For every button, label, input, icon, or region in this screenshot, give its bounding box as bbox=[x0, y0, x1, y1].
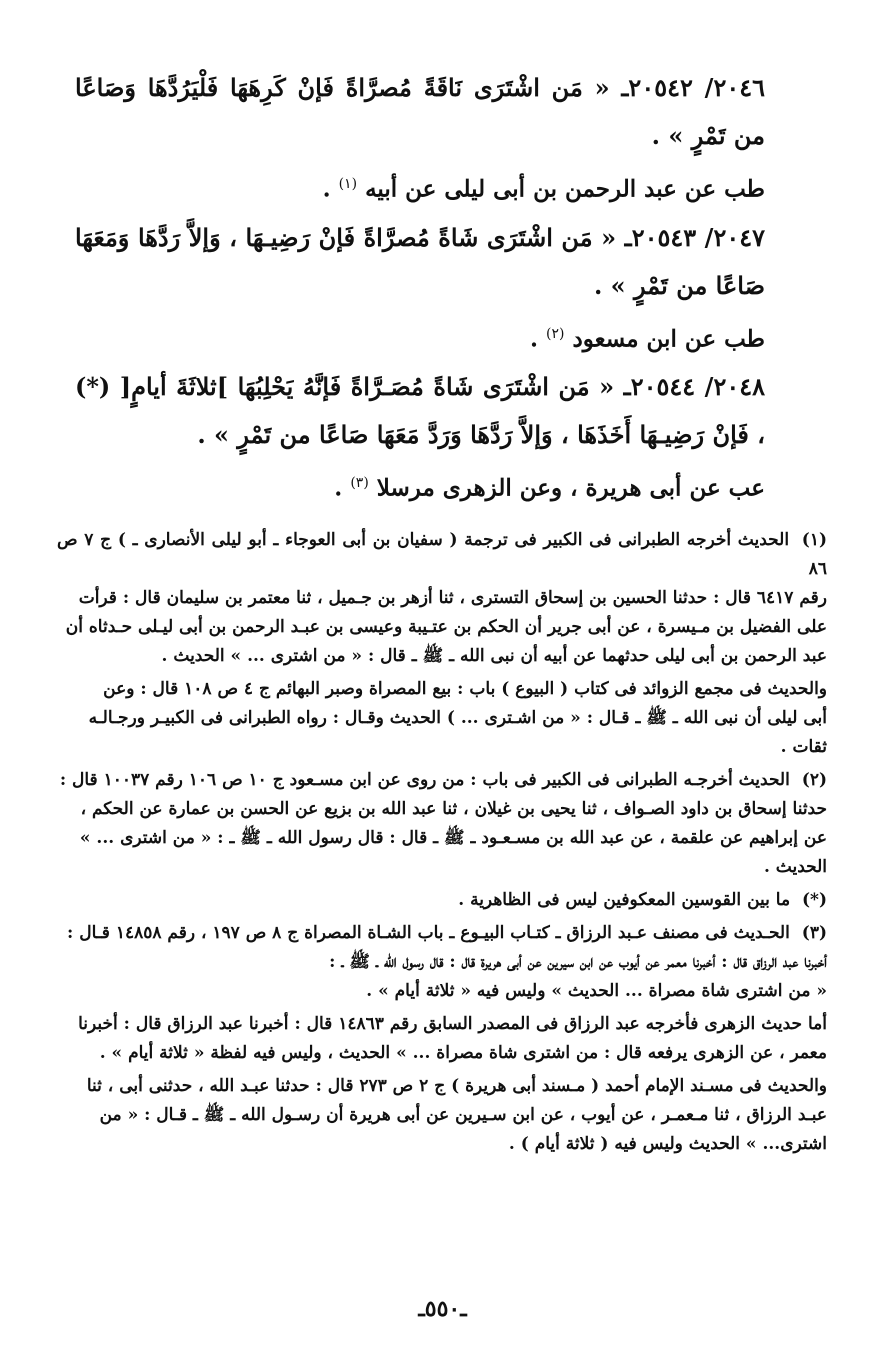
footnote bbox=[57, 766, 827, 882]
footnote-paragraph bbox=[57, 1072, 827, 1159]
footnote-number: (٣) bbox=[801, 923, 827, 943]
footnote-line: والحديث فى مسـند الإمام أحمد ( مـسند أبى هريرة ) ج ٢ ص ٢٧٣ قال : حدثنا عبـد الله ، حدثنى أبى ، ثنا bbox=[86, 1076, 827, 1096]
source-text: طب عن عبد الرحمن بن أبى ليلى عن أبيه bbox=[365, 175, 765, 203]
footnote-paragraph bbox=[57, 1010, 827, 1068]
source-end: . bbox=[322, 175, 339, 203]
page-number: ـ٥٥٠ـ bbox=[418, 1296, 467, 1322]
footnote-line: عن إبراهيم عن علقمة ، عن عبد الله بن مسـعـود ـ ﷺ ـ قال : قال رسول الله ـ ﷺ ـ : « من اشترى ... » bbox=[79, 828, 827, 848]
source-end: . bbox=[334, 474, 351, 502]
hadith-text: ٢٠٤٦/ ٢٠٥٤٢ـ « مَن اشْتَرَى نَاقَةً مُصرَّاةً فَإنْ كَرِهَهَا فَلْيَرُدَّهَا وَصَاعًا من تَمْرٍ » . bbox=[75, 73, 765, 150]
footnote-line: معمر ، عن الزهرى يرفعه قال : من اشترى شاة مصراة ... » الحديث ، وليس فيه لفظة « ثلاثة أيام » . bbox=[99, 1043, 827, 1063]
footnote-line: أما حديث الزهرى فأخرجه عبد الرزاق فى المصدر السابق رقم ١٤٨٦٣ قال : أخبرنا عبد الرزاق قال : أخبرنا bbox=[78, 1014, 827, 1034]
footnote-line: حدثنا إسحاق بن داود الصـواف ، ثنا يحيى بن غيلان ، ثنا عبد الله بن بزيع عن الحسن بن عمارة عن الحكم ، bbox=[80, 799, 827, 819]
footnote-line: ما بين القوسين المعكوفين ليس فى الظاهرية . bbox=[458, 890, 791, 910]
footnote-line: ثقات . bbox=[780, 737, 827, 757]
footnote-line: الحديث أخرجه الطبرانى فى الكبير فى ترجمة ( سفيان بن أبى العوجاء ـ أبو ليلى الأنصارى ـ ) ج ٧ ص ٨٦ bbox=[57, 530, 827, 579]
footnote-paragraph bbox=[57, 675, 827, 762]
hadith-text: ٢٠٤٨/ ٢٠٥٤٤ـ « مَن اشْتَرَى شَاةً مُصَـرَّاةً فَإنَّهُ يَحْلِبُهَا ]ثلاثَةَ أيامٍ[ (*) ، فَإنْ رَضِيـهَا أَخَذَهَا ، وَإلاَّ رَدَّهَا وَرَدَّ مَعَهَا صَاعًا من تَمْرٍ » . bbox=[75, 372, 766, 450]
footnote-line: الحديث . bbox=[763, 857, 827, 877]
footnote bbox=[57, 886, 827, 915]
footnote-number: (٢) bbox=[801, 770, 827, 790]
footnotes-section bbox=[57, 526, 827, 1163]
footnote-line: أخبرنا عبد الرزاق قال : أخبرنا معمر عن أيوب عن ابن سيرين عن أبى هريرة قال : قال رسول الله ـ ﷺ ـ : bbox=[329, 952, 827, 972]
footnote-number: (١) bbox=[801, 530, 827, 550]
footnote-line: رقم ٦٤١٧ قال : حدثنا الحسين بن إسحاق التسترى ، ثنا أزهر بن جـميل ، ثنا معتمر بن سليمان قال : قرأت bbox=[78, 588, 827, 608]
source-end: . bbox=[529, 325, 546, 353]
footnote bbox=[57, 526, 827, 671]
hadith-text: ٢٠٤٧/ ٢٠٥٤٣ـ « مَن اشْتَرَى شَاةً مُصرَّاةً فَإنْ رَضِيـهَا ، وَإلاَّ رَدَّهَا وَمَعَهَا صَاعًا من تَمْرٍ » . bbox=[75, 222, 766, 300]
footnote-line: « من اشترى شاة مصراة ... الحديث » وليس فيه « ثلاثة أيام » . bbox=[366, 981, 827, 1001]
source-text: عب عن أبى هريرة ، وعن الزهرى مرسلا bbox=[376, 474, 765, 502]
footnote-line: اشترى... » الحديث وليس فيه ( ثلاثة أيام ) . bbox=[508, 1134, 827, 1154]
footnote-number: (*) bbox=[802, 890, 827, 910]
footnote-ref[interactable]: (٣) bbox=[350, 475, 369, 492]
source-text: طب عن ابن مسعود bbox=[572, 325, 765, 353]
footnote-line: عبد الرحمن بن أبى ليلى حدثهما عن أبيه أن نبى الله ـ ﷺ ـ قال : « من اشترى ... » الحديث . bbox=[161, 646, 827, 666]
hadith-source bbox=[75, 459, 765, 513]
footnote-ref[interactable]: (٢) bbox=[546, 325, 565, 342]
footnote-line: أبى ليلى أن نبى الله ـ ﷺ ـ قـال : « من اشـترى ... ) الحديث وقـال : رواه الطبرانى فى الكبيـر ورجـالـه bbox=[88, 708, 827, 728]
hadith-source bbox=[75, 310, 765, 364]
footnote-line: الحديث أخرجـه الطبرانى فى الكبير فى باب : من روى عن ابن مسـعود ج ١٠ ص ١٠٦ رقم ١٠٠٣٧ قال : bbox=[59, 770, 790, 790]
footnote-ref[interactable]: (١) bbox=[338, 176, 358, 192]
footnote-line: الحـديث فى مصنف عـبد الرزاق ـ كتـاب البيـوع ـ باب الشـاة المصراة ج ٨ ص ١٩٧ ، رقم ١٤٨٥٨ قـال : bbox=[67, 923, 790, 943]
footnote bbox=[57, 919, 827, 1006]
hadith-entries bbox=[75, 64, 765, 513]
footnote-line: والحديث فى مجمع الزوائد فى كتاب ( البيوع ) باب : بيع المصراة وصبر البهائم ج ٤ ص ١٠٨ قال : وعن bbox=[103, 679, 827, 699]
hadith-source bbox=[75, 160, 765, 214]
footnote-line: عبـد الرزاق ، ثنا مـعمـر ، عن أيوب ، عن ابن سـيرين عن أبى هريرة أن رسـول الله ـ ﷺ ـ قـال : « من bbox=[99, 1105, 827, 1125]
footnote-line: على الفضيل بن مـيسرة ، عن أبى جرير أن الحكم بن عتـيبة وعيسى بن عبـد الرحمن بن أبى ليـلى حـدثاه أن bbox=[65, 617, 827, 637]
